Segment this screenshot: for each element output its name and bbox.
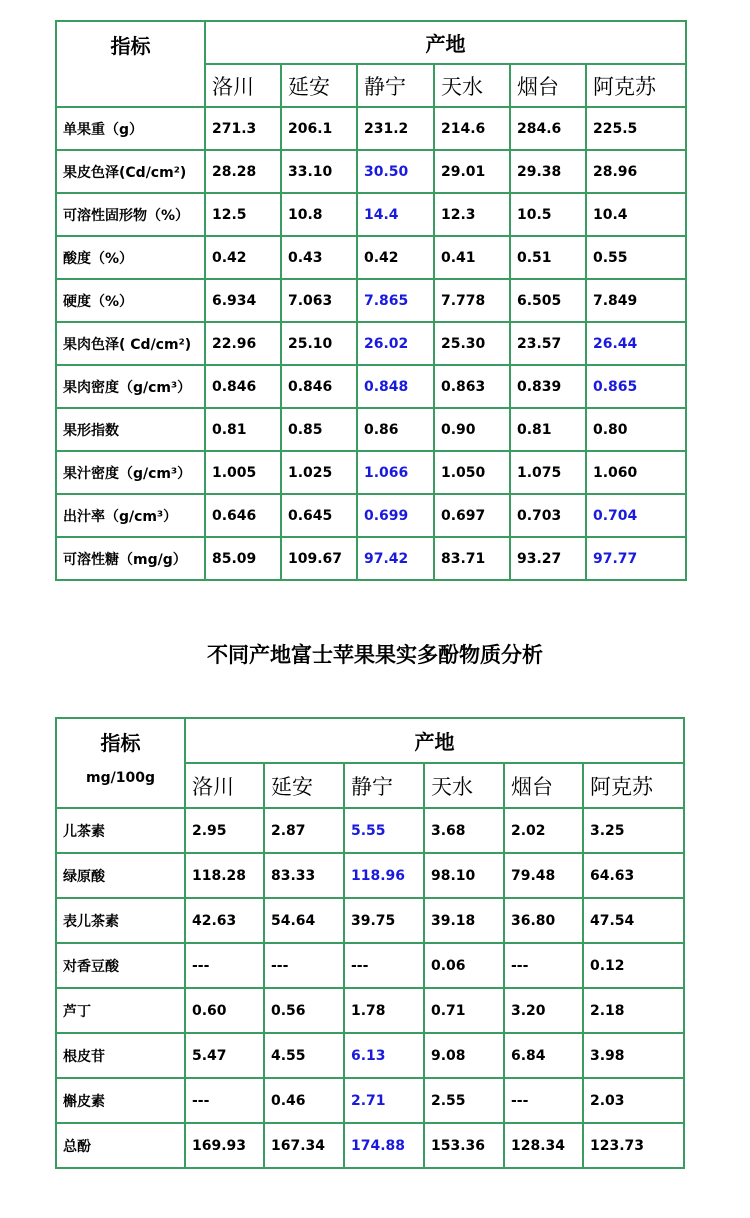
value-cell: 118.28 — [185, 853, 264, 898]
value-cell: 214.6 — [434, 107, 510, 150]
value-cell: 271.3 — [205, 107, 281, 150]
value-cell: 98.10 — [424, 853, 504, 898]
row-label: 果形指数 — [56, 408, 205, 451]
table-row — [56, 1123, 684, 1168]
table-row — [56, 943, 684, 988]
value-cell: 6.84 — [504, 1033, 583, 1078]
row-label: 儿茶素 — [56, 808, 185, 853]
value-cell: 123.73 — [583, 1123, 684, 1168]
value-cell: 10.5 — [510, 193, 586, 236]
row-label: 总酚 — [56, 1123, 185, 1168]
value-cell: 153.36 — [424, 1123, 504, 1168]
value-cell: --- — [504, 1078, 583, 1123]
value-cell: 167.34 — [264, 1123, 344, 1168]
value-cell: 23.57 — [510, 322, 586, 365]
value-cell: 284.6 — [510, 107, 586, 150]
value-cell: 0.645 — [281, 494, 357, 537]
value-cell: 28.28 — [205, 150, 281, 193]
value-cell: 109.67 — [281, 537, 357, 580]
location-header-cell: 洛川 — [205, 64, 281, 107]
value-cell: 12.5 — [205, 193, 281, 236]
value-cell: 6.505 — [510, 279, 586, 322]
value-cell: 9.08 — [424, 1033, 504, 1078]
value-cell: 0.90 — [434, 408, 510, 451]
value-cell: 1.066 — [357, 451, 434, 494]
fruit-quality-table — [55, 20, 687, 581]
value-cell: 29.01 — [434, 150, 510, 193]
table-row — [56, 150, 686, 193]
value-cell: 39.18 — [424, 898, 504, 943]
value-cell: 0.60 — [185, 988, 264, 1033]
row-label: 芦丁 — [56, 988, 185, 1033]
value-cell: 85.09 — [205, 537, 281, 580]
table-row — [56, 494, 686, 537]
table-row — [56, 107, 686, 150]
value-cell: 3.68 — [424, 808, 504, 853]
value-cell: 79.48 — [504, 853, 583, 898]
value-cell: 5.47 — [185, 1033, 264, 1078]
value-cell: 83.71 — [434, 537, 510, 580]
location-header-cell: 静宁 — [344, 763, 424, 808]
row-label: 槲皮素 — [56, 1078, 185, 1123]
value-cell: 3.25 — [583, 808, 684, 853]
table-row — [56, 853, 684, 898]
value-cell: 47.54 — [583, 898, 684, 943]
value-cell: 22.96 — [205, 322, 281, 365]
value-cell: 33.10 — [281, 150, 357, 193]
section-title: 不同产地富士苹果果实多酚物质分析 — [207, 643, 543, 667]
value-cell: 7.778 — [434, 279, 510, 322]
value-cell: 93.27 — [510, 537, 586, 580]
indicator-header — [56, 718, 185, 808]
value-cell: 12.3 — [434, 193, 510, 236]
row-label: 果皮色泽(Cd/cm²) — [56, 150, 205, 193]
location-header-cell: 延安 — [281, 64, 357, 107]
table-row — [56, 537, 686, 580]
table-row — [56, 322, 686, 365]
value-cell: 0.55 — [586, 236, 686, 279]
value-cell: --- — [185, 943, 264, 988]
value-cell: 0.699 — [357, 494, 434, 537]
value-cell: 0.85 — [281, 408, 357, 451]
row-label: 绿原酸 — [56, 853, 185, 898]
indicator-header: 指标 — [56, 21, 205, 107]
value-cell: 14.4 — [357, 193, 434, 236]
value-cell: --- — [264, 943, 344, 988]
table-row — [56, 1033, 684, 1078]
value-cell: 169.93 — [185, 1123, 264, 1168]
value-cell: 0.06 — [424, 943, 504, 988]
table-row — [56, 988, 684, 1033]
value-cell: 26.02 — [357, 322, 434, 365]
row-label: 根皮苷 — [56, 1033, 185, 1078]
unit-label: mg/100g — [86, 770, 155, 786]
value-cell: 1.050 — [434, 451, 510, 494]
row-label: 硬度（%） — [56, 279, 205, 322]
value-cell: 10.8 — [281, 193, 357, 236]
value-cell: 1.025 — [281, 451, 357, 494]
value-cell: 7.063 — [281, 279, 357, 322]
row-label: 出汁率（g/cm³） — [56, 494, 205, 537]
value-cell: 2.02 — [504, 808, 583, 853]
origin-header: 产地 — [205, 21, 686, 64]
row-label: 可溶性固形物（%） — [56, 193, 205, 236]
value-cell: 2.55 — [424, 1078, 504, 1123]
value-cell: 225.5 — [586, 107, 686, 150]
value-cell: 0.51 — [510, 236, 586, 279]
value-cell: 36.80 — [504, 898, 583, 943]
value-cell: 29.38 — [510, 150, 586, 193]
value-cell: 0.81 — [510, 408, 586, 451]
value-cell: 3.98 — [583, 1033, 684, 1078]
row-label: 酸度（%） — [56, 236, 205, 279]
value-cell: 2.03 — [583, 1078, 684, 1123]
row-label: 表儿茶素 — [56, 898, 185, 943]
table-row — [56, 193, 686, 236]
value-cell: 26.44 — [586, 322, 686, 365]
value-cell: 2.18 — [583, 988, 684, 1033]
value-cell: 6.13 — [344, 1033, 424, 1078]
value-cell: 174.88 — [344, 1123, 424, 1168]
value-cell: 0.41 — [434, 236, 510, 279]
origin-header: 产地 — [185, 718, 684, 763]
value-cell: 83.33 — [264, 853, 344, 898]
value-cell: 128.34 — [504, 1123, 583, 1168]
location-header-cell: 天水 — [424, 763, 504, 808]
value-cell: 54.64 — [264, 898, 344, 943]
value-cell: 2.87 — [264, 808, 344, 853]
location-header-cell: 延安 — [264, 763, 344, 808]
value-cell: 0.846 — [205, 365, 281, 408]
row-label: 可溶性糖（mg/g） — [56, 537, 205, 580]
value-cell: 39.75 — [344, 898, 424, 943]
value-cell: 3.20 — [504, 988, 583, 1033]
row-label: 单果重（g） — [56, 107, 205, 150]
polyphenol-table — [55, 717, 685, 1169]
value-cell: 25.30 — [434, 322, 510, 365]
value-cell: 97.77 — [586, 537, 686, 580]
table-row — [56, 451, 686, 494]
value-cell: 231.2 — [357, 107, 434, 150]
location-header-cell: 天水 — [434, 64, 510, 107]
value-cell: 7.865 — [357, 279, 434, 322]
value-cell: 0.71 — [424, 988, 504, 1033]
table-row — [56, 365, 686, 408]
value-cell: 2.95 — [185, 808, 264, 853]
value-cell: 0.43 — [281, 236, 357, 279]
value-cell: 0.80 — [586, 408, 686, 451]
indicator-label: 指标 — [100, 731, 141, 755]
value-cell: 25.10 — [281, 322, 357, 365]
value-cell: 0.848 — [357, 365, 434, 408]
value-cell: 0.846 — [281, 365, 357, 408]
value-cell: 28.96 — [586, 150, 686, 193]
row-label: 果汁密度（g/cm³） — [56, 451, 205, 494]
value-cell: --- — [344, 943, 424, 988]
location-header-cell: 洛川 — [185, 763, 264, 808]
value-cell: 0.865 — [586, 365, 686, 408]
value-cell: 0.863 — [434, 365, 510, 408]
value-cell: 64.63 — [583, 853, 684, 898]
value-cell: 0.703 — [510, 494, 586, 537]
table-row — [56, 808, 684, 853]
value-cell: 0.839 — [510, 365, 586, 408]
value-cell: 1.005 — [205, 451, 281, 494]
location-header-cell: 阿克苏 — [586, 64, 686, 107]
row-label: 对香豆酸 — [56, 943, 185, 988]
value-cell: 206.1 — [281, 107, 357, 150]
value-cell: 1.78 — [344, 988, 424, 1033]
value-cell: 97.42 — [357, 537, 434, 580]
value-cell: 1.060 — [586, 451, 686, 494]
value-cell: 2.71 — [344, 1078, 424, 1123]
value-cell: 10.4 — [586, 193, 686, 236]
location-header-cell: 烟台 — [510, 64, 586, 107]
value-cell: 6.934 — [205, 279, 281, 322]
value-cell: 0.86 — [357, 408, 434, 451]
value-cell: 0.42 — [205, 236, 281, 279]
table-row — [56, 279, 686, 322]
location-header-cell: 烟台 — [504, 763, 583, 808]
location-header-cell: 阿克苏 — [583, 763, 684, 808]
value-cell: 0.81 — [205, 408, 281, 451]
table-row — [56, 408, 686, 451]
value-cell: 5.55 — [344, 808, 424, 853]
value-cell: 0.46 — [264, 1078, 344, 1123]
value-cell: 4.55 — [264, 1033, 344, 1078]
value-cell: 42.63 — [185, 898, 264, 943]
value-cell: 7.849 — [586, 279, 686, 322]
value-cell: --- — [185, 1078, 264, 1123]
table-row — [56, 898, 684, 943]
location-header-cell: 静宁 — [357, 64, 434, 107]
value-cell: 0.704 — [586, 494, 686, 537]
value-cell: 0.646 — [205, 494, 281, 537]
value-cell: 0.12 — [583, 943, 684, 988]
value-cell: 0.56 — [264, 988, 344, 1033]
value-cell: 0.42 — [357, 236, 434, 279]
row-label: 果肉密度（g/cm³） — [56, 365, 205, 408]
value-cell: 118.96 — [344, 853, 424, 898]
value-cell: 0.697 — [434, 494, 510, 537]
table-row — [56, 1078, 684, 1123]
value-cell: 30.50 — [357, 150, 434, 193]
row-label: 果肉色泽( Cd/cm²) — [56, 322, 205, 365]
value-cell: 1.075 — [510, 451, 586, 494]
table-row — [56, 236, 686, 279]
value-cell: --- — [504, 943, 583, 988]
